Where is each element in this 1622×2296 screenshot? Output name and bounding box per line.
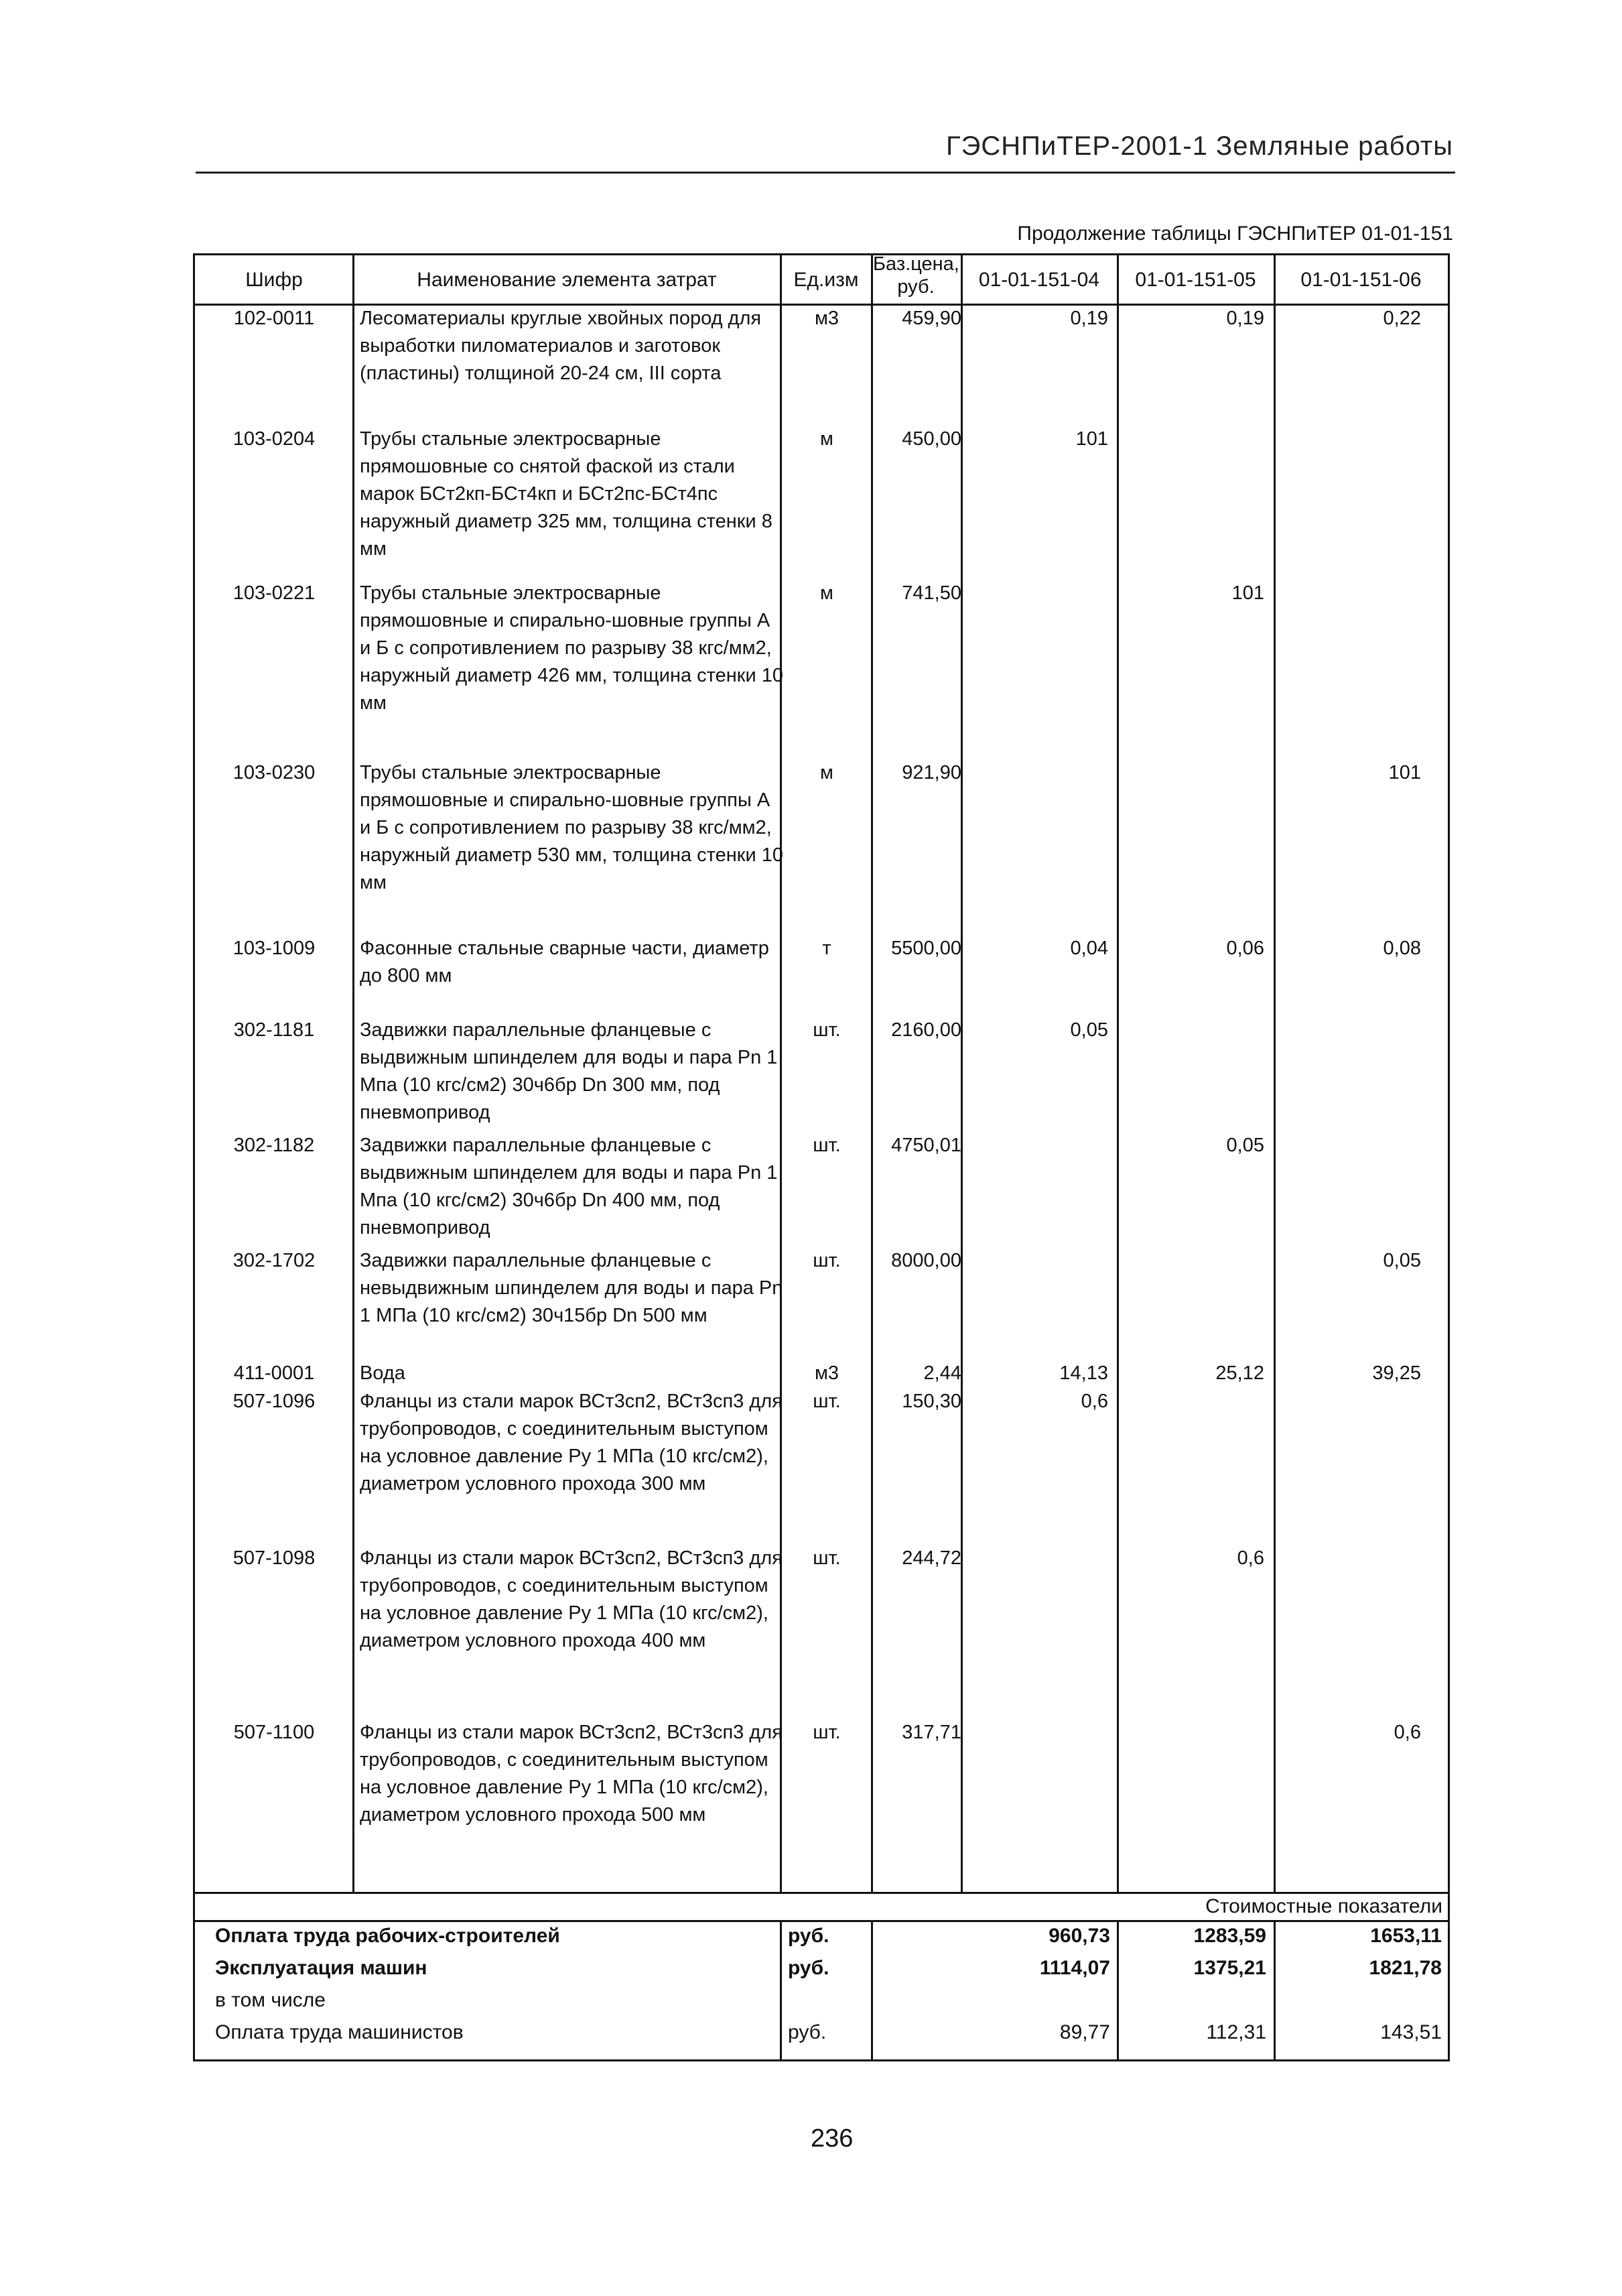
page-number: 236 [811, 2124, 854, 2153]
table-cell-code: 103-0230 [232, 762, 316, 783]
table-cell-v1: 0,6 [1081, 1391, 1108, 1412]
column-divider [1274, 255, 1276, 1892]
header-col1: 01-01-151-04 [978, 269, 1100, 291]
table-cell-v1: 0,04 [1070, 938, 1108, 959]
table-continuation-caption: Продолжение таблицы ГЭСНПиТЕР 01-01-151 [1017, 222, 1453, 245]
column-divider [780, 1921, 782, 2059]
table-cell-price: 4750,01 [891, 1135, 961, 1156]
summary-v2: 1283,59 [1193, 1925, 1266, 1947]
table-cell-name: Трубы стальные электросварные прямошовные и спирально-шовные группы А и Б с сопротивлением по разрыву 38 кгс/мм2, наружный диаметр 530 мм, толщина стенки 10 мм [360, 762, 783, 893]
table-cell-name: Трубы стальные электросварные прямошовные и спирально-шовные группы А и Б с сопротивлением по разрыву 38 кгс/мм2, наружный диаметр 426 мм, толщина стенки 10 мм [360, 582, 783, 714]
table-cell-price: 5500,00 [891, 938, 961, 959]
table-cell-unit: шт. [813, 1019, 841, 1041]
table-cell-v1: 101 [1075, 428, 1108, 450]
summary-v1: 89,77 [1059, 2021, 1110, 2043]
summary-label: в том числе [215, 1989, 326, 2011]
table-cell-code: 103-0204 [232, 428, 316, 450]
table-cell-v2: 0,06 [1226, 938, 1264, 959]
column-divider [871, 255, 873, 1892]
table-cell-price: 741,50 [902, 582, 961, 604]
table-cell-code: 302-1182 [233, 1135, 315, 1156]
table-cell-code: 507-1096 [232, 1391, 316, 1412]
table-cell-code: 411-0001 [233, 1362, 315, 1384]
summary-section-title: Стоимостные показатели [1205, 1895, 1442, 1917]
table-cell-code: 302-1181 [233, 1019, 315, 1041]
table-cell-code: 302-1702 [232, 1250, 316, 1271]
header-rule [196, 172, 1455, 174]
summary-unit: руб. [788, 2021, 827, 2043]
column-divider [352, 255, 354, 1892]
summary-v3: 1821,78 [1369, 1957, 1442, 1979]
summary-v3: 143,51 [1380, 2021, 1442, 2043]
table-cell-v2: 101 [1231, 582, 1264, 604]
table-cell-name: Фланцы из стали марок ВСт3сп2, ВСт3сп3 для трубопроводов, с соединительным выступом на условное давление Ру 1 МПа (10 кгс/см2), диаметром условного прохода 400 мм [360, 1547, 783, 1651]
summary-label: Оплата труда машинистов [215, 2021, 464, 2043]
summary-v1: 960,73 [1049, 1925, 1110, 1947]
table-cell-v2: 25,12 [1215, 1362, 1264, 1384]
summary-v2: 1375,21 [1193, 1957, 1266, 1979]
table-cell-code: 103-1009 [232, 938, 316, 959]
table-cell-unit: шт. [813, 1250, 841, 1271]
table-cell-unit: т [822, 938, 831, 959]
summary-unit: руб. [788, 1957, 829, 1979]
table-cell-name: Лесоматериалы круглые хвойных пород для выработки пиломатериалов и заготовок (пластины) толщиной 20-24 см, III сорта [360, 308, 762, 384]
table-cell-unit: м [820, 582, 833, 604]
table-cell-price: 317,71 [902, 1722, 961, 1743]
table-cell-unit: м3 [814, 1362, 839, 1384]
table-cell-v1: 0,19 [1070, 308, 1108, 329]
table-cell-v3: 101 [1388, 762, 1421, 783]
summary-unit: руб. [788, 1925, 829, 1947]
column-divider [1117, 255, 1119, 1892]
table-cell-name: Задвижки параллельные фланцевые с невыдвижным шпинделем для воды и пара Pn 1 МПа (10 кгс/см2) 30ч15бр Dn 500 мм [360, 1250, 783, 1326]
table-cell-v1: 14,13 [1059, 1362, 1108, 1384]
summary-label: Оплата труда рабочих-строителей [215, 1925, 560, 1947]
table-cell-v3: 0,22 [1383, 308, 1421, 329]
table-cell-code: 507-1100 [233, 1722, 315, 1743]
resource-table [193, 253, 1450, 2061]
table-cell-v2: 0,19 [1226, 308, 1264, 329]
table-cell-price: 150,30 [902, 1391, 961, 1412]
table-cell-unit: м [820, 762, 833, 783]
table-cell-unit: шт. [813, 1391, 841, 1412]
table-cell-v3: 0,6 [1394, 1722, 1421, 1743]
table-cell-v2: 0,05 [1226, 1135, 1264, 1156]
table-cell-name: Задвижки параллельные фланцевые с выдвижным шпинделем для воды и пара Pn 1 Мпа (10 кгс/см2) 30ч6бр Dn 300 мм, под пневмопривод [360, 1019, 778, 1123]
column-divider [871, 1921, 873, 2059]
header-col3: 01-01-151-06 [1300, 269, 1422, 291]
table-cell-name: Трубы стальные электросварные прямошовные со снятой фаской из стали марок БСт2кп-БСт4кп и БСт2пс-БСт4пс наружный диаметр 325 мм, толщина стенки 8 мм [360, 428, 772, 560]
column-divider [961, 255, 963, 1892]
table-cell-price: 459,90 [902, 308, 961, 329]
table-cell-unit: шт. [813, 1135, 841, 1156]
header-code: Шифр [245, 269, 303, 291]
table-cell-price: 450,00 [902, 428, 961, 450]
table-cell-v3: 0,08 [1383, 938, 1421, 959]
table-cell-v1: 0,05 [1070, 1019, 1108, 1041]
document-header-title: ГЭСНПиТЕР-2001-1 Земляные работы [946, 131, 1453, 161]
table-cell-unit: м3 [814, 308, 839, 329]
table-cell-v2: 0,6 [1237, 1547, 1264, 1569]
table-cell-name: Фасонные стальные сварные части, диаметр до 800 мм [360, 938, 769, 986]
table-cell-price: 244,72 [902, 1547, 961, 1569]
summary-v1: 1114,07 [1039, 1957, 1110, 1979]
table-cell-price: 8000,00 [891, 1250, 961, 1271]
header-price: Баз.цена, руб. [873, 253, 959, 298]
table-cell-unit: шт. [813, 1722, 841, 1743]
header-name: Наименование элемента затрат [417, 269, 717, 291]
table-cell-code: 103-0221 [232, 582, 316, 604]
summary-v2: 112,31 [1206, 2021, 1266, 2043]
summary-label: Эксплуатация машин [215, 1957, 427, 1979]
table-cell-price: 2160,00 [891, 1019, 961, 1041]
table-cell-v3: 39,25 [1372, 1362, 1421, 1384]
table-cell-name: Фланцы из стали марок ВСт3сп2, ВСт3сп3 для трубопроводов, с соединительным выступом на условное давление Ру 1 МПа (10 кгс/см2), диаметром условного прохода 300 мм [360, 1391, 783, 1494]
header-unit: Ед.изм [793, 269, 859, 291]
table-cell-name: Фланцы из стали марок ВСт3сп2, ВСт3сп3 для трубопроводов, с соединительным выступом на условное давление Ру 1 МПа (10 кгс/см2), диаметром условного прохода 500 мм [360, 1722, 783, 1826]
table-cell-code: 507-1098 [232, 1547, 316, 1569]
table-cell-price: 2,44 [923, 1362, 961, 1384]
table-cell-price: 921,90 [902, 762, 961, 783]
header-col2: 01-01-151-05 [1135, 269, 1256, 291]
table-cell-v3: 0,05 [1383, 1250, 1421, 1271]
table-cell-name: Задвижки параллельные фланцевые с выдвижным шпинделем для воды и пара Pn 1 Мпа (10 кгс/см2) 30ч6бр Dn 400 мм, под пневмопривод [360, 1135, 778, 1238]
table-cell-unit: м [820, 428, 833, 450]
table-cell-unit: шт. [813, 1547, 841, 1569]
table-cell-name: Вода [360, 1362, 405, 1384]
table-cell-code: 102-0011 [233, 308, 315, 329]
summary-v3: 1653,11 [1370, 1925, 1442, 1947]
